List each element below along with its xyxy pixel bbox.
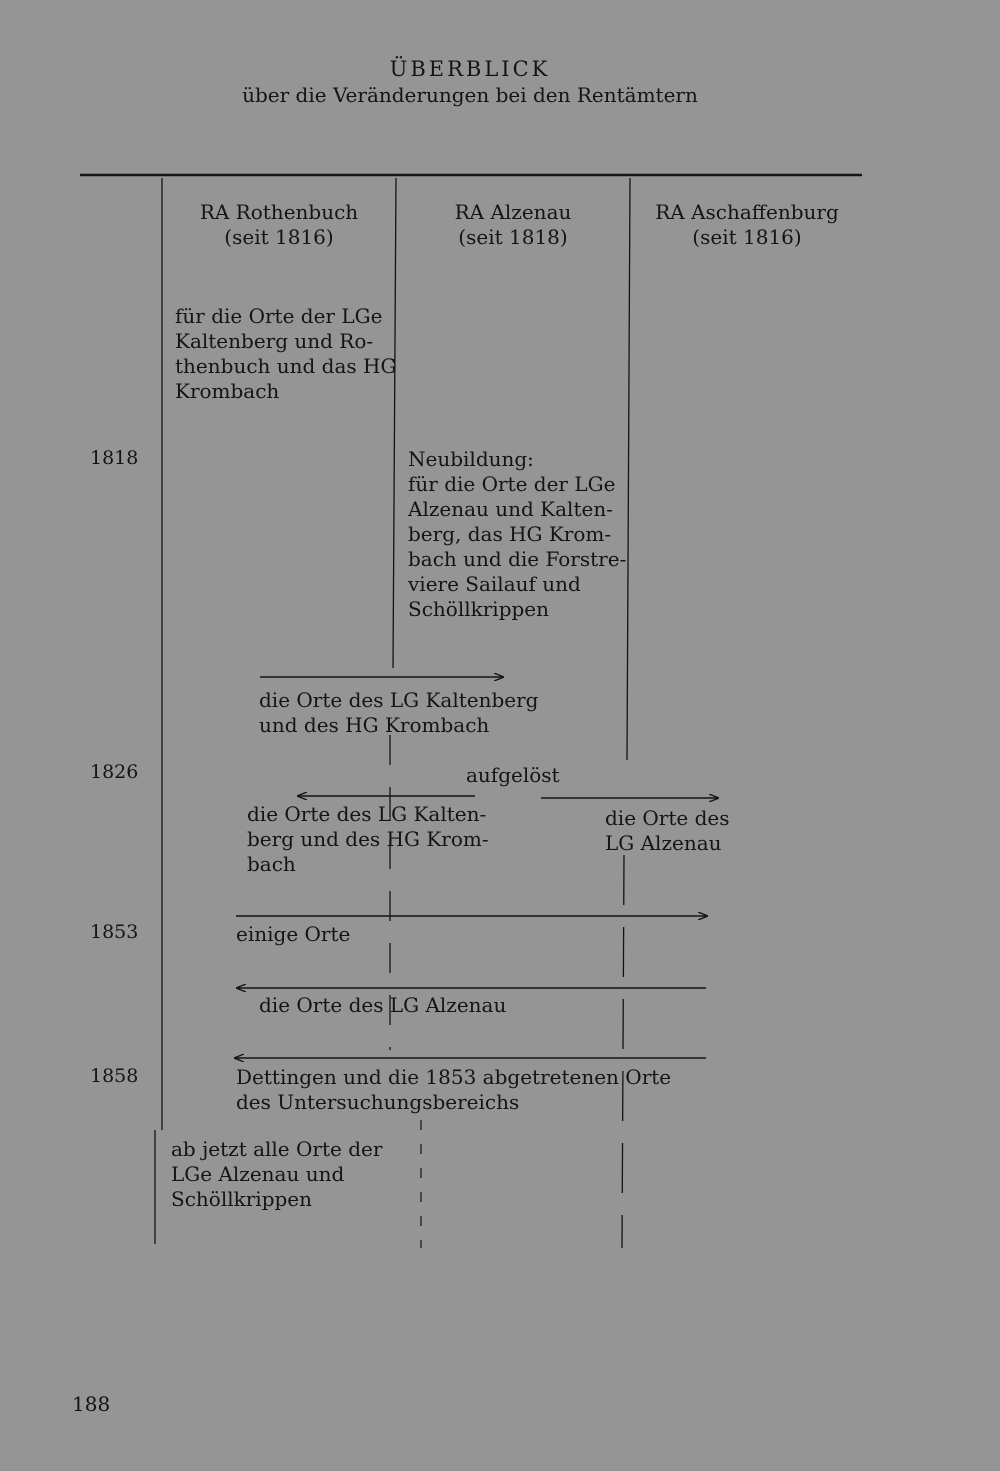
year-label-1858: 1858: [90, 1065, 139, 1087]
entry-einige-orte: einige Orte: [236, 922, 351, 946]
column-header-aschaffenburg: RA Aschaffenburg (seit 1816): [655, 200, 839, 249]
column-header-rothenbuch: RA Rothenbuch (seit 1816): [199, 200, 359, 249]
column-divider-3: [627, 178, 630, 760]
entry-aufgeloest: aufgelöst: [466, 763, 560, 787]
year-label-1853: 1853: [90, 921, 139, 943]
entry-transfer-1826-left: die Orte des LG Kalten- berg und des HG Krom- bach: [247, 802, 489, 876]
entry-transfer-1826-right: die Orte des LG Alzenau: [605, 806, 730, 855]
page-title: ÜBERBLICK: [389, 57, 551, 81]
entry-transfer-1818: die Orte des LG Kaltenberg und des HG Krombach: [259, 688, 539, 737]
entry-ab-jetzt: ab jetzt alle Orte der LGe Alzenau und Schöllkrippen: [171, 1137, 383, 1211]
year-label-1818: 1818: [90, 447, 139, 469]
entry-orte-lg-alzenau: die Orte des LG Alzenau: [259, 993, 507, 1017]
column-divider-2: [393, 178, 396, 668]
entry-alzenau-neubildung: Neubildung: für die Orte der LGe Alzenau und Kalten- berg, das HG Krom- bach und die Forstre- viere Sailauf und Schöllkrippen: [408, 447, 627, 621]
year-label-1826: 1826: [90, 761, 139, 783]
column-divider-3-lower: [622, 855, 624, 1248]
entry-rothenbuch-initial: für die Orte der LGe Kaltenberg und Ro- thenbuch und das HG Krombach: [175, 304, 397, 403]
column-header-alzenau: RA Alzenau (seit 1818): [454, 200, 572, 249]
entry-dettingen: Dettingen und die 1853 abgetretenen Orte des Untersuchungsbereichs: [236, 1065, 672, 1114]
page-subtitle: über die Veränderungen bei den Rentämtern: [242, 83, 698, 107]
page-number: 188: [72, 1392, 111, 1416]
